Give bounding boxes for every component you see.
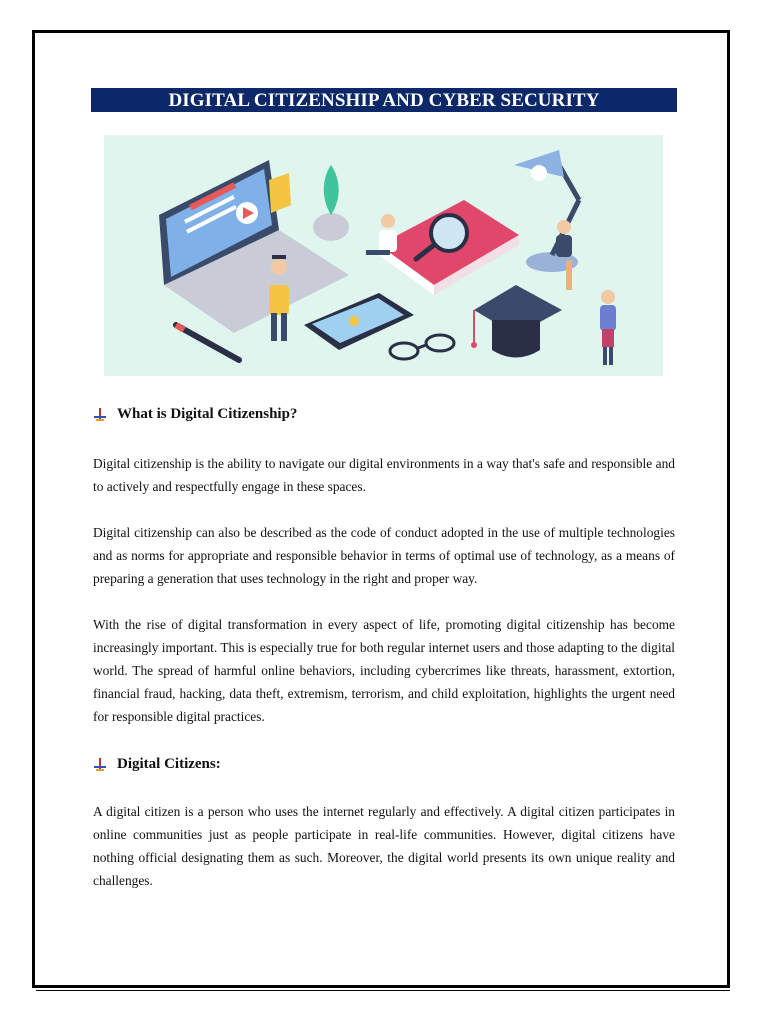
page-title: DIGITAL CITIZENSHIP AND CYBER SECURITY (91, 88, 677, 112)
bullet-icon (93, 408, 107, 422)
pen-icon (176, 325, 239, 360)
paragraph: Digital citizenship can also be described as the code of conduct adopted in the use of multiple technologies and as norms for appropriate and responsible behavior in terms of optimal use of technology, as a means of preparing a generation that uses technology in the right and proper way. (93, 525, 675, 586)
section-heading-text: Digital Citizens: (117, 756, 221, 772)
glasses-icon (390, 335, 454, 359)
student-figure-3 (556, 220, 572, 290)
tablet-icon (304, 293, 414, 350)
hero-illustration (104, 135, 663, 376)
paragraph: Digital citizenship is the ability to navigate our digital environments in a way that's safe and responsible and to actively and respectfully engage in these spaces. (93, 456, 675, 494)
paragraph: With the rise of digital transformation in every aspect of life, promoting digital citizenship has become increasingly important. This is especially true for both regular internet users and those adapting to the digital world. The spread of harmful online behaviors, including cybercrimes like threats, harassment, extortion, financial fraud, hacking, data theft, extremism, terrorism, and child exploitation, highlights the urgent need for responsible digital practices. (93, 617, 675, 724)
student-figure-4 (600, 290, 616, 365)
laptop-icon (159, 160, 349, 333)
section-heading (93, 756, 221, 773)
graduation-cap-icon (471, 285, 562, 358)
section-heading (93, 406, 297, 423)
page-border-bottom-rule (36, 990, 730, 991)
section-heading-text: What is Digital Citizenship? (117, 406, 298, 422)
student-figure-1 (269, 255, 289, 341)
student-figure-2 (366, 214, 397, 255)
paragraph: A digital citizen is a person who uses the internet regularly and effectively. A digital citizen participates in online communities just as people participate in real-life communities. However, digital citizens have nothing official designating them as such. Moreover, the digital world presents its own unique reality and challenges. (93, 804, 675, 888)
plant-icon (313, 165, 349, 241)
bullet-icon (93, 758, 107, 772)
